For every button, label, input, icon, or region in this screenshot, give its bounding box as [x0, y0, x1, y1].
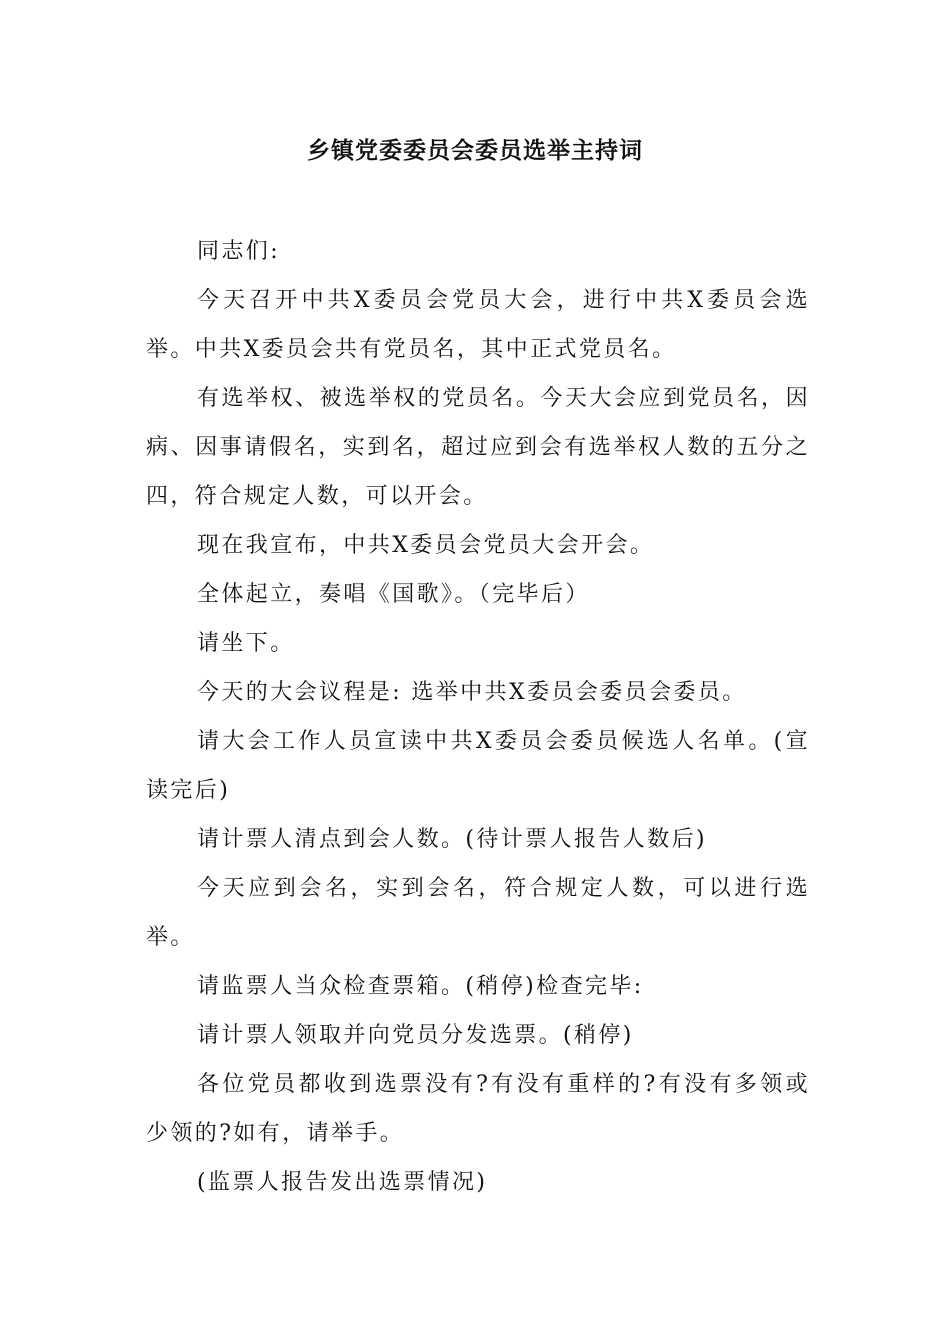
document-title: 乡镇党委委员会委员选举主持词 — [307, 137, 643, 164]
paragraph-distribute-ballots: 请计票人领取并向党员分发选票。(稍停) — [197, 1023, 634, 1048]
paragraph-candidate-list: 请大会工作人员宣读中共X委员会委员候选人名单。(宣读完后) — [146, 729, 810, 803]
paragraph-quorum: 今天应到会名，实到会名，符合规定人数，可以进行选举。 — [146, 876, 810, 950]
document-body — [146, 227, 810, 1207]
paragraph-agenda: 今天的大会议程是: 选举中共X委员会委员会委员。 — [197, 680, 747, 705]
paragraph-announce-opening: 现在我宣布，中共X委员会党员大会开会。 — [197, 533, 655, 558]
paragraph-opening: 今天召开中共X委员会党员大会，进行中共X委员会选举。中共X委员会共有党员名，其中正式党员名。 — [146, 288, 810, 362]
paragraph-ballot-check: 各位党员都收到选票没有?有没有重样的?有没有多领或少领的?如有，请举手。 — [146, 1072, 810, 1146]
paragraph-anthem: 全体起立，奏唱《国歌》。（完毕后） — [197, 582, 590, 607]
paragraph-be-seated: 请坐下。 — [197, 631, 295, 656]
paragraph-greeting: 同志们: — [197, 239, 281, 264]
paragraph-check-ballot-box: 请监票人当众检查票箱。(稍停)检查完毕: — [197, 974, 644, 999]
paragraph-count-attendance: 请计票人清点到会人数。(待计票人报告人数后) — [197, 827, 707, 852]
paragraph-attendance: 有选举权、被选举权的党员名。今天大会应到党员名，因病、因事请假名，实到名，超过应到会有选举权人数的五分之四，符合规定人数，可以开会。 — [146, 386, 810, 509]
paragraph-ballot-report: (监票人报告发出选票情况) — [197, 1170, 488, 1195]
